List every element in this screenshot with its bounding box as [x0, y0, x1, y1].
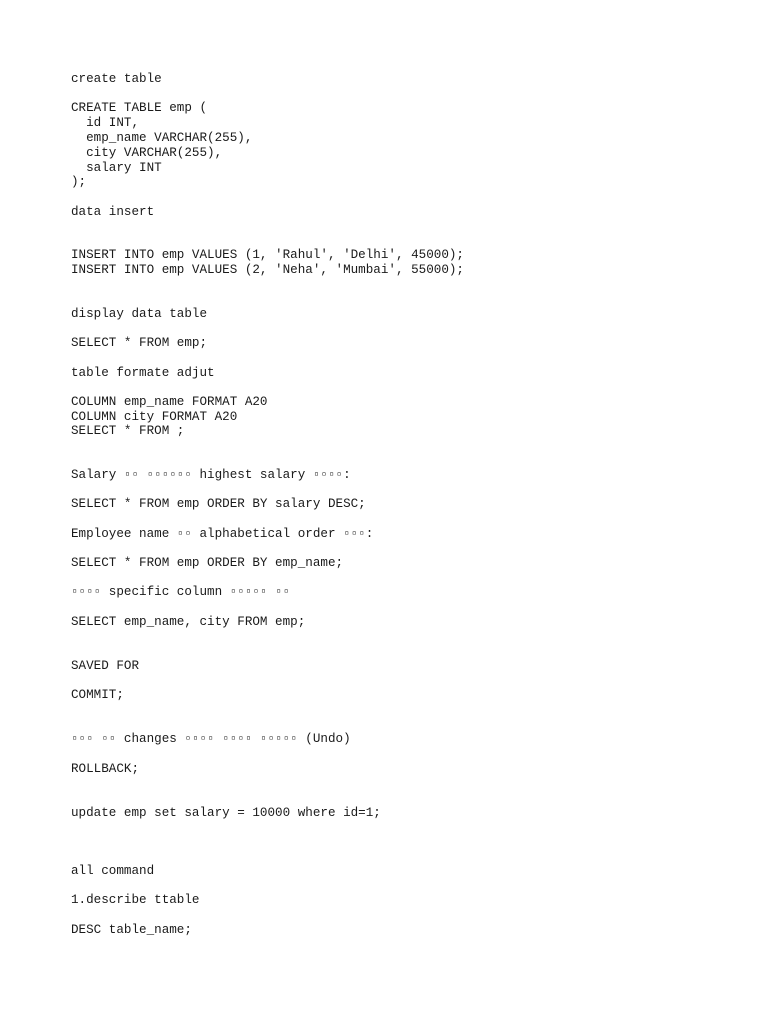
heading-describe-table: 1.describe ttable [71, 893, 200, 907]
code-line: SELECT * FROM ; [71, 424, 185, 438]
heading-specific-column: ▫▫▫▫ specific column ▫▫▫▫▫ ▫▫ [71, 585, 291, 599]
code-line: INSERT INTO emp VALUES (2, 'Neha', 'Mumbai', 55000); [71, 263, 464, 277]
code-line: id INT, [71, 116, 140, 130]
code-line: DESC table_name; [71, 923, 192, 937]
heading-alphabetical: Employee name ▫▫ alphabetical order ▫▫▫: [71, 527, 374, 541]
code-line: INSERT INTO emp VALUES (1, 'Rahul', 'Delhi', 45000); [71, 248, 464, 262]
code-line: salary INT [71, 161, 162, 175]
code-line: ); [71, 175, 87, 189]
heading-data-insert: data insert [71, 205, 155, 219]
code-line: COMMIT; [71, 688, 124, 702]
code-line: COLUMN city FORMAT A20 [71, 410, 238, 424]
code-line: emp_name VARCHAR(255), [71, 131, 253, 145]
heading-undo: ▫▫▫ ▫▫ changes ▫▫▫▫ ▫▫▫▫ ▫▫▫▫▫ (Undo) [71, 732, 351, 746]
heading-table-format: table formate adjut [71, 366, 215, 380]
code-line: city VARCHAR(255), [71, 146, 223, 160]
heading-saved-for: SAVED FOR [71, 659, 140, 673]
code-line: SELECT * FROM emp; [71, 336, 208, 350]
code-line: SELECT * FROM emp ORDER BY emp_name; [71, 556, 344, 570]
heading-create-table: create table [71, 72, 162, 86]
code-line: ROLLBACK; [71, 762, 140, 776]
code-line: CREATE TABLE emp ( [71, 101, 208, 115]
heading-salary-order: Salary ▫▫ ▫▫▫▫▫▫ highest salary ▫▫▫▫: [71, 468, 351, 482]
code-line: update emp set salary = 10000 where id=1; [71, 806, 381, 820]
heading-all-command: all command [71, 864, 155, 878]
code-line: SELECT emp_name, city FROM emp; [71, 615, 306, 629]
code-line: COLUMN emp_name FORMAT A20 [71, 395, 268, 409]
heading-display-data: display data table [71, 307, 208, 321]
code-line: SELECT * FROM emp ORDER BY salary DESC; [71, 497, 366, 511]
